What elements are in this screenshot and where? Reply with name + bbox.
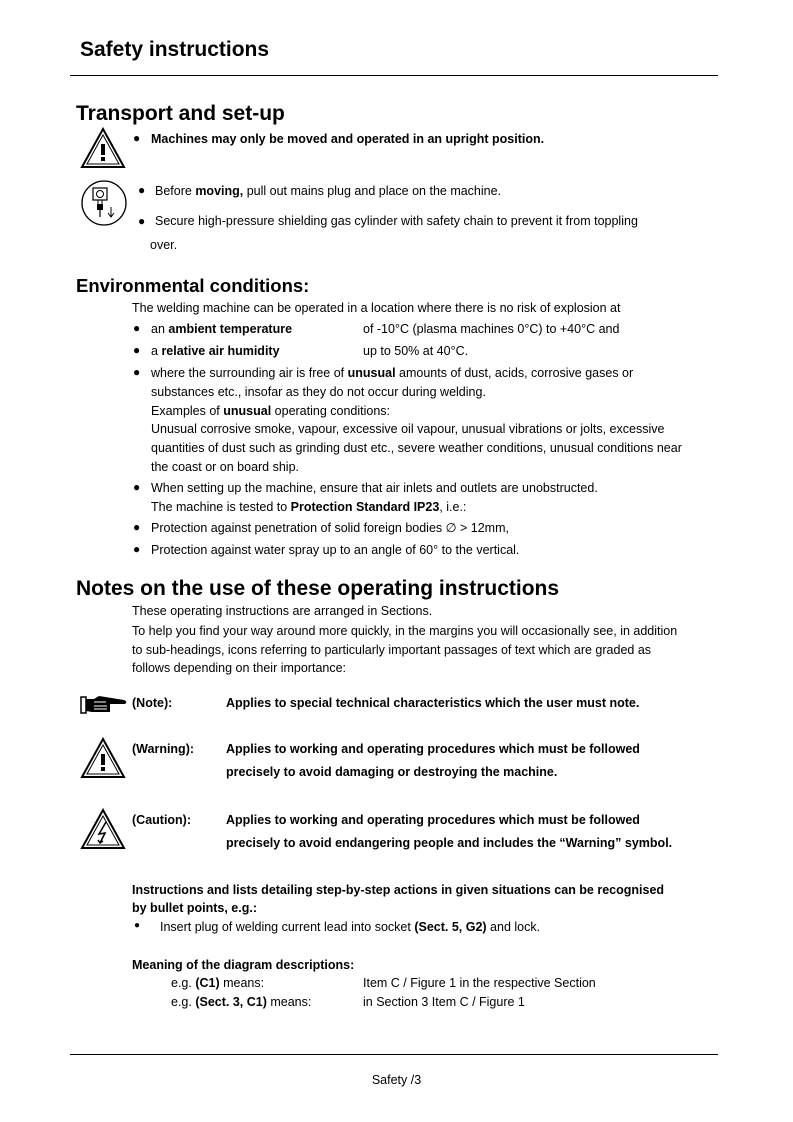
bullet: ● [133, 520, 141, 534]
env-setup-line1: When setting up the machine, ensure that air inlets and outlets are unobstructed. [151, 481, 598, 495]
transport-warning-text: Machines may only be moved and operated in an upright position. [151, 132, 545, 146]
warning-text-line2: precisely to avoid damaging or destroying the machine. [226, 765, 558, 779]
footer-divider [70, 1054, 718, 1055]
environment-heading: Environmental conditions: [76, 275, 310, 296]
transport-item-cylinder-cont: over. [150, 238, 178, 252]
high-voltage-triangle-icon [80, 808, 126, 850]
env-surrounding-line2: substances etc., insofar as they do not occur during welding. [151, 385, 486, 399]
environment-intro: The welding machine can be operated in a location where there is no risk of explosion at [132, 301, 621, 315]
warning-label: (Warning): [132, 742, 195, 756]
env-examples-label: Examples of unusual operating conditions: [151, 404, 391, 418]
env-setup-line2: The machine is tested to Protection Standard IP23, i.e.: [151, 500, 467, 514]
bullet: ● [133, 321, 141, 335]
instructions-example: Insert plug of welding current lead into socket (Sect. 5, G2) and lock. [160, 920, 541, 934]
meaning-example1-desc: Item C / Figure 1 in the respective Section [363, 976, 596, 990]
unplug-mains-icon [80, 179, 128, 227]
bullet: ● [133, 365, 141, 379]
bullet: ● [134, 920, 141, 931]
warning-triangle-icon [80, 737, 126, 779]
env-examples-line3: the coast or on board ship. [151, 460, 300, 474]
env-examples-line2: quantities of dust such as grinding dust etc., severe weather conditions, unusual conditions near [151, 441, 682, 455]
page-footer: Safety /3 [371, 1073, 422, 1087]
meaning-heading: Meaning of the diagram descriptions: [132, 958, 355, 972]
warning-triangle-icon [80, 127, 126, 169]
notes-heading: Notes on the use of these operating instructions [76, 577, 560, 600]
caution-label: (Caution): [132, 813, 192, 827]
bullet: ● [138, 214, 146, 228]
warning-text-line1: Applies to working and operating procedures which must be followed [226, 742, 640, 756]
env-protection-solid: Protection against penetration of solid foreign bodies ∅ > 12mm, [151, 521, 509, 535]
env-temp-label: an ambient temperature [151, 322, 293, 336]
env-protection-water: Protection against water spray up to an angle of 60° to the vertical. [151, 543, 520, 557]
note-label: (Note): [132, 696, 173, 710]
env-humidity-value: up to 50% at 40°C. [363, 344, 469, 358]
pointing-hand-icon [80, 694, 128, 716]
note-text: Applies to special technical characteristics which the user must note. [226, 696, 640, 710]
transport-item-cylinder: Secure high-pressure shielding gas cylinder with safety chain to prevent it from toppling [155, 214, 638, 228]
meaning-example1-label: e.g. (C1) means: [171, 976, 265, 990]
caution-text-line2: precisely to avoid endangering people and includes the “Warning” symbol. [226, 836, 673, 850]
notes-intro-line1: These operating instructions are arranged in Sections. [132, 604, 433, 618]
bullet: ● [138, 183, 146, 197]
meaning-example2-desc: in Section 3 Item C / Figure 1 [363, 995, 525, 1009]
bullet: ● [133, 343, 141, 357]
env-examples-line1: Unusual corrosive smoke, vapour, excessive oil vapour, unusual vibrations or jolts, excessive [151, 422, 665, 436]
header-divider [70, 75, 718, 76]
env-humidity-label: a relative air humidity [151, 344, 280, 358]
notes-intro-line2: To help you find your way around more quickly, in the margins you will occasionally see, in addition [132, 624, 678, 638]
bullet: ● [133, 542, 141, 556]
instructions-line1: Instructions and lists detailing step-by-step actions in given situations can be recognised [132, 883, 665, 897]
meaning-example2-label: e.g. (Sect. 3, C1) means: [171, 995, 312, 1009]
notes-intro-line3: to sub-headings, icons referring to particularly important passages of text which are graded as [132, 643, 652, 657]
bullet: ● [133, 480, 141, 494]
caution-text-line1: Applies to working and operating procedures which must be followed [226, 813, 640, 827]
transport-heading: Transport and set-up [76, 102, 285, 125]
notes-intro-line4: follows depending on their importance: [132, 661, 347, 675]
bullet: ● [133, 131, 141, 145]
instructions-line2: by bullet points, e.g.: [132, 901, 257, 915]
page-header: Safety instructions [80, 38, 270, 61]
env-temp-value: of -10°C (plasma machines 0°C) to +40°C and [363, 322, 620, 336]
env-surrounding-line1: where the surrounding air is free of unusual amounts of dust, acids, corrosive gases or [151, 366, 634, 380]
transport-item-moving: Before moving, pull out mains plug and place on the machine. [155, 184, 502, 198]
